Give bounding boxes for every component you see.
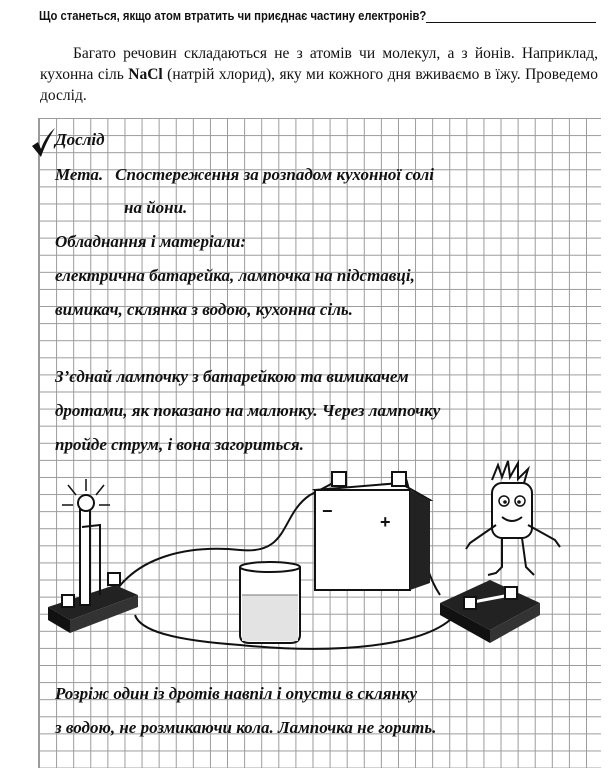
battery-minus-label: − <box>322 501 333 521</box>
cartoon-character <box>466 461 560 575</box>
experiment-title: Дослід <box>55 130 105 149</box>
step1-line-3: пройде струм, і вона загориться. <box>55 435 304 454</box>
answer-line[interactable] <box>426 22 596 23</box>
aim-line-1 <box>55 165 434 185</box>
aim-text-1: Спостереження за розпадом кухонної солі <box>115 165 435 184</box>
step1-line-1: З’єднай лампочку з батарейкою та вимикачем <box>55 367 409 386</box>
beaker-with-water <box>240 562 300 643</box>
intro-text-start: Багато речовин складаються не з атомів чи молекул, а з йонів. Наприклад, кухонна сіль <box>40 45 598 83</box>
wire-lamp-to-battery <box>110 475 340 600</box>
switch <box>440 580 540 643</box>
circuit-illustration <box>40 455 600 665</box>
intro-text-end: (натрій хлорид), яку ми кожного дня вживаємо в їжу. Проведемо дослід. <box>40 66 598 104</box>
equipment-heading: Обладнання і матеріали: <box>55 232 247 251</box>
equipment-line-2: вимикач, склянка з водою, кухонна сіль. <box>55 300 353 319</box>
aim-line-2: на йони. <box>124 198 188 217</box>
lamp-on-stand <box>48 479 138 633</box>
formula-nacl: NaCl <box>128 66 163 83</box>
battery-plus-label: + <box>380 512 391 532</box>
checkmark-icon <box>30 128 56 158</box>
step1-line-2: дротами, як показано на малюнку. Через лампочку <box>55 401 441 420</box>
step2-line-2: з водою, не розмикаючи кола. Лампочка не горить. <box>55 718 437 737</box>
intro-paragraph <box>40 43 598 106</box>
aim-label: Мета. <box>55 165 104 184</box>
equipment-line-1: електрична батарейка, лампочка на підставці, <box>55 266 415 285</box>
question-heading: Що станеться, якщо атом втратить чи приєднає частину електронів? <box>39 9 427 23</box>
step2-line-1: Розріж один із дротів навпіл і опусти в склянку <box>55 684 418 703</box>
battery <box>315 472 430 590</box>
